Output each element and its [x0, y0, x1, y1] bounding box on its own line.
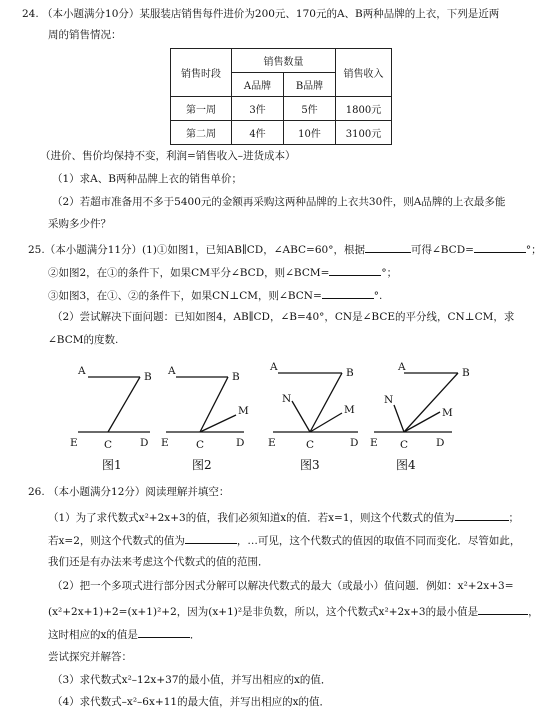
q26-l7b: ．	[189, 629, 201, 641]
cell-b: 10件	[284, 121, 336, 145]
label-c: C	[196, 439, 205, 451]
q26-line1: 26. （本小题满分12分）阅读理解并填空：	[28, 486, 230, 498]
label-c: C	[306, 439, 315, 451]
q24-part2a: （2）若超市准备用不多于5400元的金额再采购这两种品牌的上衣共30件，则A品牌的上衣最多能	[52, 196, 506, 208]
figure-4	[370, 361, 470, 472]
line-bc	[108, 377, 140, 432]
q25-line2	[48, 265, 397, 280]
label-a: A	[168, 365, 176, 377]
q25-line1	[28, 242, 542, 257]
cell-period: 第一周	[171, 97, 232, 121]
answer-blank[interactable]	[455, 510, 509, 521]
q26-line4: 我们还是有办法来考虑这个代数式的值的范围．	[48, 556, 269, 568]
label-a: A	[270, 361, 278, 373]
label-n: N	[384, 394, 394, 406]
label-c: C	[400, 439, 409, 451]
th-period: 销售时段	[171, 49, 232, 97]
q24-part1: （1）求A、B两种品牌上衣的销售单价；	[52, 173, 242, 185]
q26-l6a: (x²+2x+1)+2=(x+1)²+2，因为(x+1)²是非负数，所以，这个代数式x²+2x+3的最小值是	[48, 606, 479, 618]
label-d: D	[236, 437, 245, 449]
figure-1	[70, 365, 152, 472]
q25-l3b: °.	[373, 290, 383, 302]
label-e: E	[370, 437, 378, 449]
caption-figure-4: 图4	[396, 458, 416, 472]
line-bc	[404, 373, 458, 432]
caption-figure-1: 图1	[102, 458, 122, 472]
cell-b: 5件	[284, 97, 336, 121]
q26-l2a: （1）为了求代数式x²+2x+3的值，我们必须知道x的值．若x=1，则这个代数式的值为	[48, 512, 455, 524]
q26-l2b: ；	[508, 512, 520, 524]
q25-line4: （2）尝试解决下面问题：已知如图4，AB∥CD，∠B=40°，CN是∠BCE的平分线，CN⊥CM，求	[52, 311, 515, 323]
label-d: D	[436, 437, 445, 449]
figure-2	[161, 365, 249, 472]
label-m: M	[442, 407, 453, 419]
q24-line2: 周的销售情况：	[48, 29, 122, 41]
q26-line7	[48, 627, 200, 642]
caption-figure-2: 图2	[192, 458, 212, 472]
th-qty: 销售数量	[232, 49, 336, 73]
q25-l2a: ②如图2，在①的条件下，如果CM平分∠BCD，则∠BCM=	[48, 267, 330, 279]
line-cn	[292, 401, 310, 432]
answer-blank[interactable]	[185, 533, 237, 544]
answer-blank[interactable]	[329, 265, 381, 276]
geometry-figures	[0, 355, 523, 480]
q25-l1a: 25.（本小题满分11分）(1)①如图1，已知AB∥CD，∠ABC=60°，根据	[28, 244, 365, 256]
q25-l1b: 可得∠BCD=	[410, 244, 474, 256]
th-income: 销售收入	[336, 49, 392, 97]
label-b: B	[232, 371, 240, 383]
q26-line5: （2）把一个多项式进行部分因式分解可以解决代数式的最大（或最小）值问题．例如：x²+2x+3=	[52, 580, 514, 592]
label-m: M	[344, 404, 355, 416]
q25-line3	[48, 288, 382, 303]
answer-blank[interactable]	[474, 242, 526, 253]
q26-l3b: ，…可见，这个代数式的值因的取值不同而变化．尽管如此，	[236, 535, 521, 547]
q24-part2b: 采购多少件？	[48, 218, 111, 230]
answer-blank[interactable]	[478, 604, 528, 615]
q24-note: （进价、售价均保持不变，利润=销售收入–进货成本）	[40, 150, 296, 162]
q26-line8: 尝试探究并解答：	[48, 651, 132, 663]
table-row	[171, 121, 392, 145]
q25-l2b: °；	[381, 267, 398, 279]
figure-3	[268, 361, 358, 472]
label-m: M	[238, 405, 249, 417]
label-d: D	[140, 437, 149, 449]
label-c: C	[104, 439, 113, 451]
q26-l3a: 若x=2，则这个代数式的值为	[48, 535, 185, 547]
cell-income: 1800元	[336, 97, 392, 121]
cell-income: 3100元	[336, 121, 392, 145]
th-brand-b: B品牌	[284, 73, 336, 97]
label-e: E	[268, 437, 276, 449]
label-e: E	[70, 437, 78, 449]
answer-blank[interactable]	[365, 242, 411, 253]
q25-l1c: °；	[525, 244, 542, 256]
caption-figure-3: 图3	[300, 458, 320, 472]
th-brand-a: A品牌	[232, 73, 284, 97]
cell-period: 第二周	[171, 121, 232, 145]
q26-l6b: ，	[528, 606, 539, 618]
q25-line5: ∠BCM的度数.	[48, 334, 119, 346]
q26-l7a: 这时相应的x的值是	[48, 629, 138, 641]
answer-blank[interactable]	[138, 627, 190, 638]
label-b: B	[462, 367, 470, 379]
table-row	[171, 97, 392, 121]
label-d: D	[350, 437, 359, 449]
q26-line6	[48, 604, 539, 619]
label-b: B	[144, 371, 152, 383]
label-a: A	[398, 361, 406, 373]
line-cm	[404, 412, 440, 432]
cell-a: 3件	[232, 97, 284, 121]
label-n: N	[282, 393, 292, 405]
cell-a: 4件	[232, 121, 284, 145]
q26-line2	[48, 510, 519, 525]
q24-line1: 24. （本小题满分10分）某服装店销售每件进价为200元、170元的A、B两种品牌的上衣，下列是近两	[22, 8, 500, 20]
label-a: A	[78, 365, 86, 377]
label-b: B	[346, 367, 354, 379]
line-cn	[394, 405, 404, 432]
answer-blank[interactable]	[322, 288, 374, 299]
q25-l3a: ③如图3，在①、②的条件下，如果CN⊥CM，则∠BCN=	[48, 290, 322, 302]
q26-line10: （4）求代数式–x²–6x+11的最大值，并写出相应的x的值．	[52, 696, 330, 708]
q26-line9: （3）求代数式x²–12x+37的最小值，并写出相应的x的值．	[52, 674, 332, 686]
line-bc	[200, 377, 228, 432]
sales-table	[170, 48, 392, 145]
label-e: E	[161, 437, 169, 449]
q26-line3	[48, 533, 520, 548]
line-cm	[200, 415, 236, 432]
